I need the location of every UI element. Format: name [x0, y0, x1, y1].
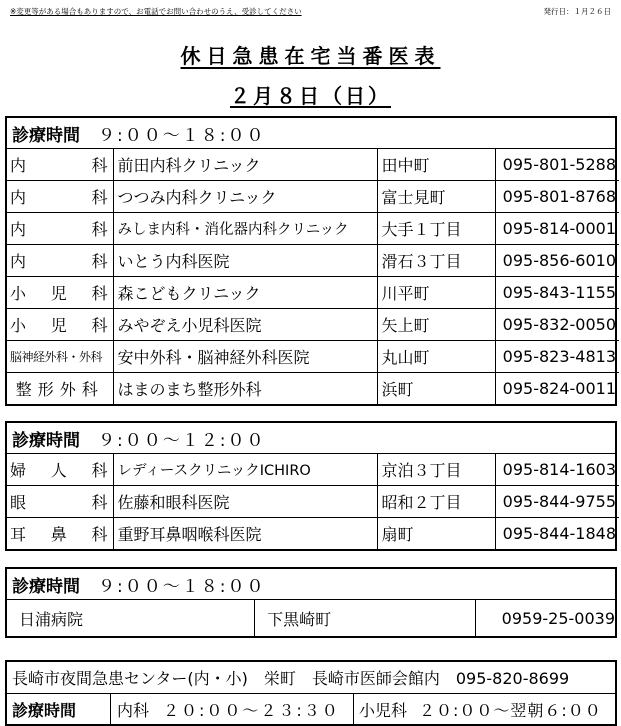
clinic-row	[7, 245, 619, 277]
department-label: 脳神経外科・外科	[10, 350, 103, 364]
clinic-row	[7, 454, 619, 486]
clinic-phone: 095-814-1603	[495, 454, 619, 486]
clinic-phone: 095-801-5288	[495, 149, 619, 181]
department-char: 耳	[10, 525, 27, 544]
night-pediatric	[354, 694, 615, 724]
duty-date-text: ２月８日（日）	[230, 84, 391, 108]
department-char: 小	[10, 316, 27, 335]
clinic-area: 矢上町	[377, 309, 495, 341]
clinic-area: 川平町	[377, 277, 495, 309]
department-char: 内	[10, 252, 27, 271]
night-internal-label: 内科	[117, 700, 150, 720]
clinic-row	[7, 518, 619, 550]
department-char: 児	[50, 316, 67, 335]
clinic-name: 前田内科クリニック	[113, 149, 377, 181]
clinic-area: 昭和２丁目	[377, 486, 495, 518]
clinic-row	[7, 309, 619, 341]
hours-label: 診療時間	[12, 430, 80, 451]
clinic-name: みやぞえ小児科医院	[113, 309, 377, 341]
clinic-name: みしま内科・消化器内科クリニック	[113, 213, 377, 245]
clinic-row	[7, 213, 619, 245]
department-label	[7, 490, 113, 513]
department-cell	[7, 454, 113, 486]
clinic-name: 安中外科・脳神経外科医院	[113, 341, 377, 373]
clinic-row	[7, 149, 619, 181]
department-char: 眼	[10, 493, 27, 512]
clinic-phone: 095-814-0001	[495, 213, 619, 245]
clinic-area: 京泊３丁目	[377, 454, 495, 486]
night-hours-label: 診療時間	[7, 694, 111, 724]
department-label	[7, 313, 113, 336]
department-cell	[7, 181, 113, 213]
department-char: 科	[91, 525, 108, 544]
department-char: 科	[91, 188, 108, 207]
clinic-phone: 095-824-0011	[495, 373, 619, 405]
department-cell	[7, 245, 113, 277]
clinic-name: はまのまち整形外科	[113, 373, 377, 405]
night-center-title: 長崎市夜間急患センター(内・小) 栄町 長崎市医師会館内 095-820-8699	[7, 662, 615, 694]
page-title	[0, 40, 621, 69]
clinic-area: 田中町	[377, 149, 495, 181]
department-label	[7, 458, 113, 481]
hospital-area: 下黒崎町	[255, 600, 476, 636]
clinic-row	[7, 341, 619, 373]
department-char: 内	[10, 156, 27, 175]
department-char: 内	[10, 188, 27, 207]
department-cell	[7, 213, 113, 245]
page-title-text: 休日急患在宅当番医表	[180, 44, 441, 68]
section-2-hours	[7, 423, 615, 454]
hours-value: ９:００～１２:００	[98, 430, 266, 451]
department-char: 科	[91, 493, 108, 512]
hospital-name: 日浦病院	[7, 600, 255, 636]
department-char: 鼻	[50, 525, 67, 544]
night-center-box	[5, 660, 617, 726]
clinic-name: 佐藤和眼科医院	[113, 486, 377, 518]
clinic-name: 森こどもクリニック	[113, 277, 377, 309]
clinic-row	[7, 373, 619, 405]
department-cell	[7, 309, 113, 341]
department-char: 科	[91, 316, 108, 335]
department-char: 科	[91, 461, 108, 480]
department-label	[7, 249, 113, 272]
department-char: 科	[91, 156, 108, 175]
department-char: 内	[10, 220, 27, 239]
clinic-row	[7, 277, 619, 309]
night-pediatric-label: 小児科	[359, 700, 408, 720]
clinic-row	[7, 181, 619, 213]
clinic-name: 重野耳鼻咽喉科医院	[113, 518, 377, 550]
clinic-area: 扇町	[377, 518, 495, 550]
clinic-phone: 095-843-1155	[495, 277, 619, 309]
department-char: 科	[91, 284, 108, 303]
section-2-table	[7, 454, 619, 549]
section-2-box	[5, 421, 617, 551]
clinic-phone: 095-832-0050	[495, 309, 619, 341]
department-char: 児	[50, 284, 67, 303]
hours-value: ９:００～１８:００	[98, 125, 266, 146]
clinic-name: つつみ内科クリニック	[113, 181, 377, 213]
department-cell	[7, 277, 113, 309]
clinic-area: 浜町	[377, 373, 495, 405]
clinic-phone: 095-801-8768	[495, 181, 619, 213]
clinic-area: 大手１丁目	[377, 213, 495, 245]
department-cell	[7, 518, 113, 550]
department-label	[7, 281, 113, 304]
night-internal	[111, 694, 354, 724]
department-cell	[7, 486, 113, 518]
clinic-phone: 095-856-6010	[495, 245, 619, 277]
night-center-hours	[7, 694, 615, 724]
clinic-name: レディースクリニックICHIRO	[113, 454, 377, 486]
section-1-box	[5, 116, 617, 406]
department-char: 科	[91, 252, 108, 271]
department-cell	[7, 149, 113, 181]
hours-value: ９:００～１８:００	[98, 576, 266, 597]
clinic-area: 滑石３丁目	[377, 245, 495, 277]
section-1-hours	[7, 118, 615, 149]
department-label: 整形外科	[15, 380, 104, 399]
night-pediatric-hours: ２０:００～翌朝６:００	[419, 700, 602, 720]
department-char: 科	[91, 220, 108, 239]
section-3-row	[7, 599, 615, 636]
department-label	[7, 185, 113, 208]
clinic-phone: 095-844-1848	[495, 518, 619, 550]
section-3-hours	[7, 569, 615, 599]
issue-date: 発行日：１月２６日	[543, 7, 611, 16]
hours-label: 診療時間	[12, 576, 80, 597]
hours-label: 診療時間	[12, 125, 80, 146]
clinic-row	[7, 486, 619, 518]
department-label	[7, 217, 113, 240]
clinic-name: いとう内科医院	[113, 245, 377, 277]
clinic-area: 富士見町	[377, 181, 495, 213]
clinic-area: 丸山町	[377, 341, 495, 373]
hospital-phone: 0959-25-0039	[501, 608, 615, 628]
night-internal-hours: ２０:００～２３:３０	[163, 700, 340, 720]
department-cell	[7, 373, 113, 405]
department-label	[7, 522, 113, 545]
department-cell	[7, 341, 113, 373]
department-char: 人	[50, 461, 67, 480]
duty-date	[0, 80, 621, 109]
department-char: 小	[10, 284, 27, 303]
clinic-phone: 095-823-4813	[495, 341, 619, 373]
notice-text: ※変更等がある場合もありますので、お電話でお問い合わせのうえ、受診してください	[10, 7, 302, 16]
clinic-phone: 095-844-9755	[495, 486, 619, 518]
department-label	[7, 153, 113, 176]
section-3-box	[5, 567, 617, 638]
section-1-table	[7, 149, 619, 404]
department-char: 婦	[10, 461, 27, 480]
